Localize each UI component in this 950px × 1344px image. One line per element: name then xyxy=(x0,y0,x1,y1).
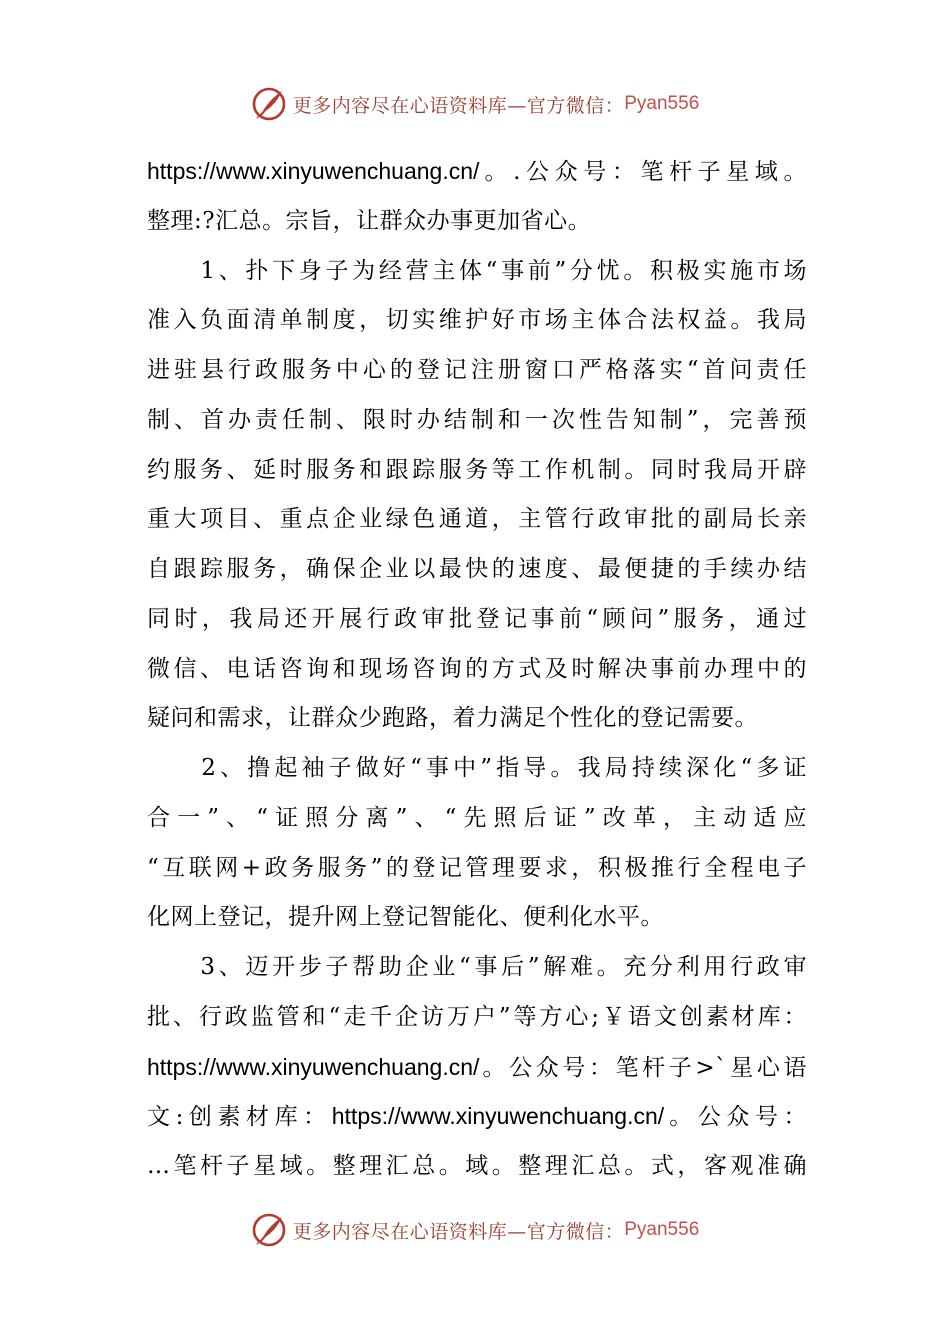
paragraph-1-start: 1、扑下身子为经营主体“事前”分忧。积极实施市场 xyxy=(147,257,807,284)
text-line xyxy=(147,1092,807,1142)
text-line: 准入负面清单制度，切实维护好市场主体合法权益。我局 xyxy=(147,307,807,334)
text-span: 。.公众号：笔杆子星域。 xyxy=(479,159,807,185)
footer-banner-handle: Pyan556 xyxy=(624,1219,700,1240)
text-line: “互联网+政务服务”的登记管理要求，积极推行全程电子 xyxy=(147,854,807,881)
url-link[interactable]: https://www.xinyuwenchuang.cn/ xyxy=(331,1103,665,1130)
text-line: 进驻县行政服务中心的登记注册窗口严格落实“首问责任 xyxy=(147,357,807,383)
text-span: 。公众号：笔杆子>`星心语 xyxy=(479,1054,807,1081)
text-line: …笔杆子星域。整理汇总。域。整理汇总。式，客观准确 xyxy=(147,1153,807,1179)
text-line: 重大项目、重点企业绿色通道，主管行政审批的副局长亲 xyxy=(147,506,807,533)
text-line: 整理:?汇总。宗旨，让群众办事更加省心。 xyxy=(147,207,592,234)
text-span: 。公众号： xyxy=(664,1104,808,1131)
header-banner-text: 更多内容尽在心语资料库—官方微信： xyxy=(292,94,625,117)
text-line: 微信、电话咨询和现场咨询的方式及时解决事前办理中的 xyxy=(147,655,807,682)
text-line: 自跟踪服务，确保企业以最快的速度、最便捷的手续办结 xyxy=(147,556,807,582)
header-banner xyxy=(0,84,950,124)
text-line: 同时，我局还开展行政审批登记事前“顾问”服务，通过 xyxy=(147,605,807,632)
footer-banner xyxy=(0,1210,950,1250)
header-banner-handle: Pyan556 xyxy=(624,93,700,114)
paragraph-2-start: 2、撸起袖子做好“事中”指导。我局持续深化“多证 xyxy=(147,755,807,781)
text-line: 化网上登记，提升网上登记智能化、便利化水平。 xyxy=(147,904,664,931)
document-body xyxy=(147,147,807,1192)
text-span: 文:创素材库： xyxy=(147,1104,332,1131)
text-line xyxy=(147,1043,807,1093)
text-line: 约服务、延时服务和跟踪服务等工作机制。同时我局开辟 xyxy=(147,456,807,483)
quill-logo-icon xyxy=(251,86,287,122)
text-line: 合一”、“证照分离”、“先照后证”改革，主动适应 xyxy=(147,804,807,831)
text-line xyxy=(147,147,807,197)
text-line: 疑问和需求，让群众少跑路，着力满足个性化的登记需要。 xyxy=(147,705,758,732)
quill-logo-icon xyxy=(251,1212,287,1248)
footer-banner-text: 更多内容尽在心语资料库—官方微信： xyxy=(292,1220,625,1243)
url-link[interactable]: https://www.xinyuwenchuang.cn/ xyxy=(147,158,480,184)
paragraph-3-start: 3、迈开步子帮助企业“事后”解难。充分利用行政审 xyxy=(147,954,807,980)
text-line: 批、行政监管和“走千企访万户”等方心;￥语文创素材库： xyxy=(147,1003,807,1030)
text-line: 制、首办责任制、限时办结制和一次性告知制”，完善预 xyxy=(147,406,807,433)
url-link[interactable]: https://www.xinyuwenchuang.cn/ xyxy=(147,1053,480,1080)
